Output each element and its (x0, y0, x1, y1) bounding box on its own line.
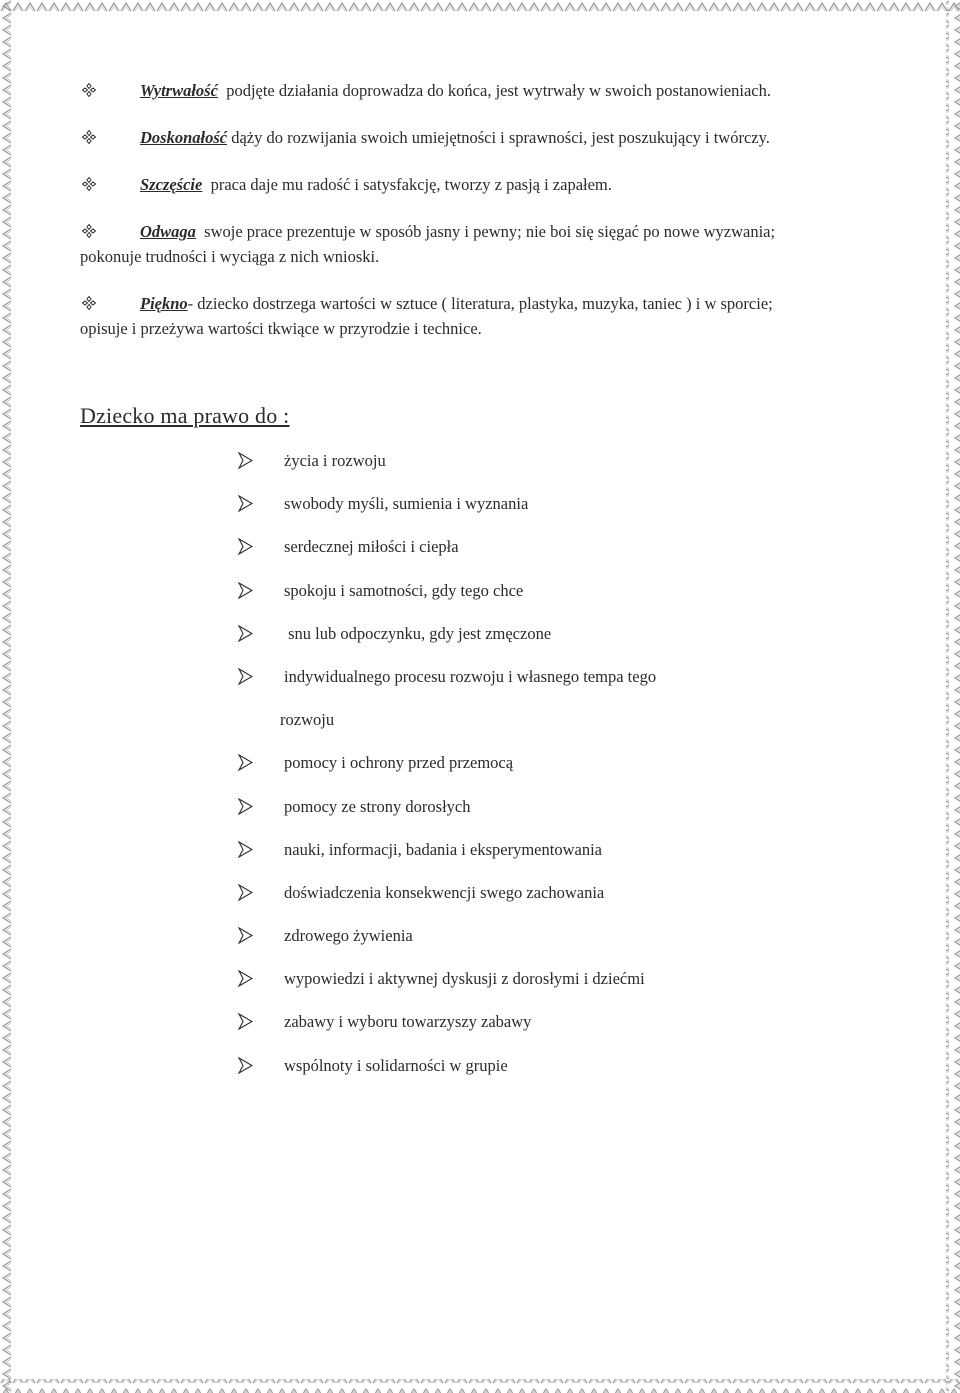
arrow-bullet-icon (238, 884, 253, 901)
quality-item-2 (80, 125, 820, 150)
diamond-bullet-icon (82, 177, 96, 191)
diamond-bullet-icon (82, 83, 96, 97)
quality-description: podjęte działania doprowadza do końca, jest wytrwały w swoich postanowieniach. (217, 81, 771, 100)
quality-description: praca daje mu radość i satysfakcję, tworzy z pasją i zapałem. (202, 175, 612, 194)
quality-description: - dziecko dostrzega wartości w sztuce ( literatura, plastyka, muzyka, taniec ) i w sporcie; opisuje i przeżywa wartości tkwiące w przyrodzie i technice. (80, 294, 777, 338)
quality-term: Piękno (140, 294, 188, 313)
rights-list-item (284, 1056, 820, 1099)
right-text: indywidualnego procesu rozwoju i własnego tempa tego (284, 666, 657, 686)
right-text: zabawy i wyboru towarzyszy zabawy (284, 1012, 532, 1032)
right-text-continuation: rozwoju (280, 710, 335, 730)
rights-list-item-continuation (280, 710, 820, 753)
arrow-bullet-icon (238, 668, 253, 685)
right-text: wypowiedzi i aktywnej dyskusji z dorosłymi i dziećmi (284, 969, 645, 989)
arrow-bullet-icon (238, 841, 253, 858)
rights-heading: Dziecko ma prawo do : (80, 403, 290, 428)
arrow-bullet-icon (238, 452, 253, 469)
right-text: nauki, informacji, badania i eksperymentowania (284, 839, 602, 859)
right-text: zdrowego żywienia (284, 926, 413, 946)
document-body (80, 78, 820, 1099)
arrow-bullet-icon (238, 625, 253, 642)
right-text: życia i rozwoju (284, 451, 386, 470)
arrow-bullet-icon (238, 1057, 253, 1074)
right-text: pomocy i ochrony przed przemocą (284, 753, 514, 773)
qualities-list (80, 78, 820, 341)
arrow-bullet-icon (238, 582, 253, 599)
diamond-bullet-icon (82, 224, 96, 238)
right-text: spokoju i samotności, gdy tego chce (284, 580, 524, 600)
arrow-bullet-icon (238, 927, 253, 944)
diamond-bullet-icon (82, 130, 96, 144)
arrow-bullet-icon (238, 798, 253, 815)
arrow-bullet-icon (238, 538, 253, 555)
quality-description: dąży do rozwijania swoich umiejętności i sprawności, jest poszukujący i twórczy. (227, 128, 770, 147)
quality-item-1 (80, 78, 820, 103)
arrow-bullet-icon (238, 754, 253, 771)
arrow-bullet-icon (238, 1013, 253, 1030)
rights-list-item (284, 797, 820, 840)
right-text: doświadczenia konsekwencji swego zachowania (284, 882, 605, 902)
rights-list-item (284, 969, 820, 1012)
quality-item-5 (80, 291, 820, 341)
quality-term: Doskonałość (140, 128, 228, 147)
quality-term: Wytrwałość (140, 81, 218, 100)
diamond-bullet-icon (82, 296, 96, 310)
rights-list-item (284, 494, 820, 537)
quality-term: Odwaga (140, 222, 196, 241)
right-text: snu lub odpoczynku, gdy jest zmęczone (284, 623, 552, 643)
rights-list-item (284, 624, 820, 667)
rights-list-item (284, 667, 820, 710)
right-text: wspólnoty i solidarności w grupie (284, 1055, 508, 1075)
rights-list-item (284, 581, 820, 624)
quality-description: swoje prace prezentuje w sposób jasny i pewny; nie boi się sięgać po nowe wyzwania; pokonuje trudności i wyciąga z nich wnioski. (80, 222, 780, 266)
arrow-bullet-icon (238, 495, 253, 512)
right-text: serdecznej miłości i ciepła (284, 537, 459, 557)
rights-list-item (284, 1012, 820, 1055)
rights-list-item (284, 537, 820, 580)
rights-list-item (284, 883, 820, 926)
quality-item-4 (80, 219, 820, 269)
rights-list (80, 451, 820, 1099)
right-text: swobody myśli, sumienia i wyznania (284, 494, 529, 514)
right-text: pomocy ze strony dorosłych (284, 796, 471, 816)
rights-list-item (284, 926, 820, 969)
arrow-bullet-icon (238, 970, 253, 987)
quality-term: Szczęście (140, 175, 203, 194)
quality-item-3 (80, 172, 820, 197)
rights-list-item (284, 840, 820, 883)
rights-list-item (284, 753, 820, 796)
rights-list-item (284, 451, 820, 494)
